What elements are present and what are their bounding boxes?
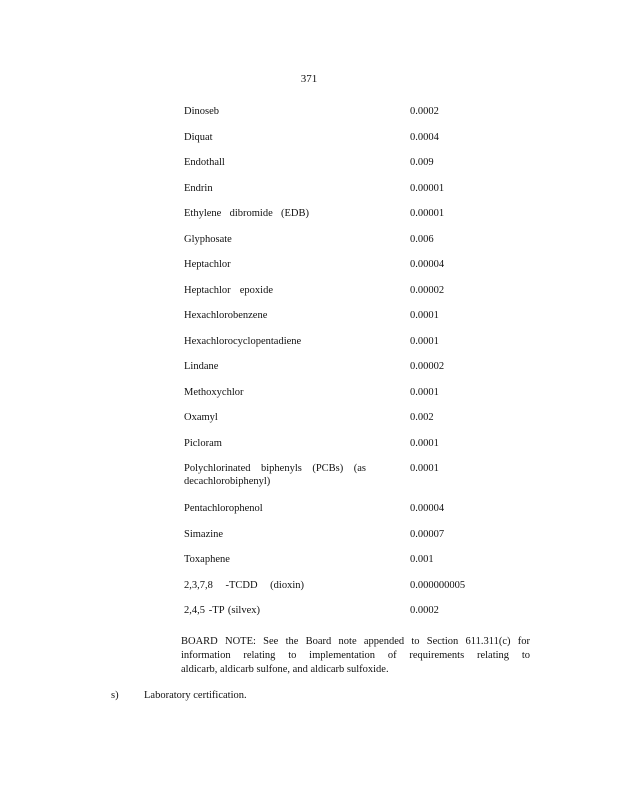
contaminant-name: Toxaphene <box>184 554 230 565</box>
contaminant-value: 0.0002 <box>410 605 439 616</box>
section-heading <box>111 690 247 701</box>
contaminant-value: 0.009 <box>410 157 434 168</box>
contaminant-value: 0.0001 <box>410 437 439 449</box>
contaminant-name: Endrin <box>184 182 213 194</box>
contaminant-value: 0.00001 <box>410 208 445 219</box>
contaminant-value: 0.00002 <box>410 284 445 296</box>
contaminant-name: Heptachlor <box>184 259 231 270</box>
table-row <box>184 462 484 502</box>
contaminant-name: Ethylene dibromide (EDB) <box>184 208 309 219</box>
table-row <box>184 335 484 361</box>
contaminant-value: 0.0001 <box>410 335 439 347</box>
contaminant-name: Simazine <box>184 528 224 540</box>
contaminant-value: 0.001 <box>410 554 434 565</box>
contaminant-value: 0.00002 <box>410 361 445 372</box>
table-row <box>184 502 484 528</box>
table-row <box>184 284 484 310</box>
table-row <box>184 182 484 208</box>
table-row <box>184 309 484 335</box>
board-note <box>181 635 530 677</box>
contaminant-name: Oxamyl <box>184 412 218 423</box>
table-row <box>184 207 484 233</box>
table-row <box>184 105 484 131</box>
section-marker: s) <box>111 690 119 701</box>
contaminant-name: Endothall <box>184 157 225 168</box>
table-row <box>184 233 484 259</box>
contaminant-value: 0.0001 <box>410 310 439 321</box>
page-number: 371 <box>300 73 318 85</box>
contaminant-value: 0.0002 <box>410 106 439 117</box>
contaminant-value: 0.0001 <box>410 386 439 398</box>
table-row <box>184 553 484 579</box>
contaminant-name: 2,3,7,8 -TCDD (dioxin) <box>184 579 304 591</box>
contaminant-name: 2,4,5 -TP (silvex) <box>184 605 260 616</box>
table-row <box>184 604 484 630</box>
table-row <box>184 258 484 284</box>
contaminant-value: 0.0001 <box>410 463 439 474</box>
table-row <box>184 528 484 554</box>
contaminant-name: Methoxychlor <box>184 386 244 398</box>
contaminant-name: Pentachlorophenol <box>184 503 263 514</box>
contaminant-value: 0.0004 <box>410 131 439 143</box>
contaminant-value: 0.006 <box>410 233 434 245</box>
contaminant-value: 0.00004 <box>410 259 445 270</box>
board-note-line: BOARD NOTE: See the Board note appended to Section 611.311(c) for <box>181 636 530 647</box>
table-row <box>184 411 484 437</box>
contaminant-name: Glyphosate <box>184 233 232 245</box>
table-row <box>184 131 484 157</box>
section-title: Laboratory certification. <box>144 690 247 701</box>
contaminant-value: 0.00007 <box>410 528 445 540</box>
contaminant-value: 0.00004 <box>410 503 445 514</box>
table-row <box>184 156 484 182</box>
contaminant-name: Lindane <box>184 361 219 372</box>
contaminant-name: Diquat <box>184 131 213 143</box>
contaminant-name: Hexachlorobenzene <box>184 310 268 321</box>
board-note-line: aldicarb, aldicarb sulfone, and aldicarb sulfoxide. <box>181 664 389 675</box>
contaminant-name: Hexachlorocyclopentadiene <box>184 335 302 347</box>
contaminant-name-line: decachlorobiphenyl) <box>184 476 271 487</box>
contaminant-value: 0.000000005 <box>410 579 466 591</box>
contaminant-name-line: Polychlorinated biphenyls (PCBs) (as <box>184 463 366 474</box>
contaminant-name <box>184 462 366 488</box>
contaminant-name: Picloram <box>184 437 222 449</box>
contaminant-value: 0.002 <box>410 412 434 423</box>
board-note-line: information relating to implementation of requirements relating to <box>181 650 530 661</box>
contaminant-table <box>184 105 484 630</box>
table-row <box>184 386 484 412</box>
table-row <box>184 360 484 386</box>
table-row <box>184 579 484 605</box>
table-row <box>184 437 484 463</box>
contaminant-name: Dinoseb <box>184 106 219 117</box>
contaminant-name: Heptachlor epoxide <box>184 284 273 296</box>
contaminant-value: 0.00001 <box>410 182 445 194</box>
